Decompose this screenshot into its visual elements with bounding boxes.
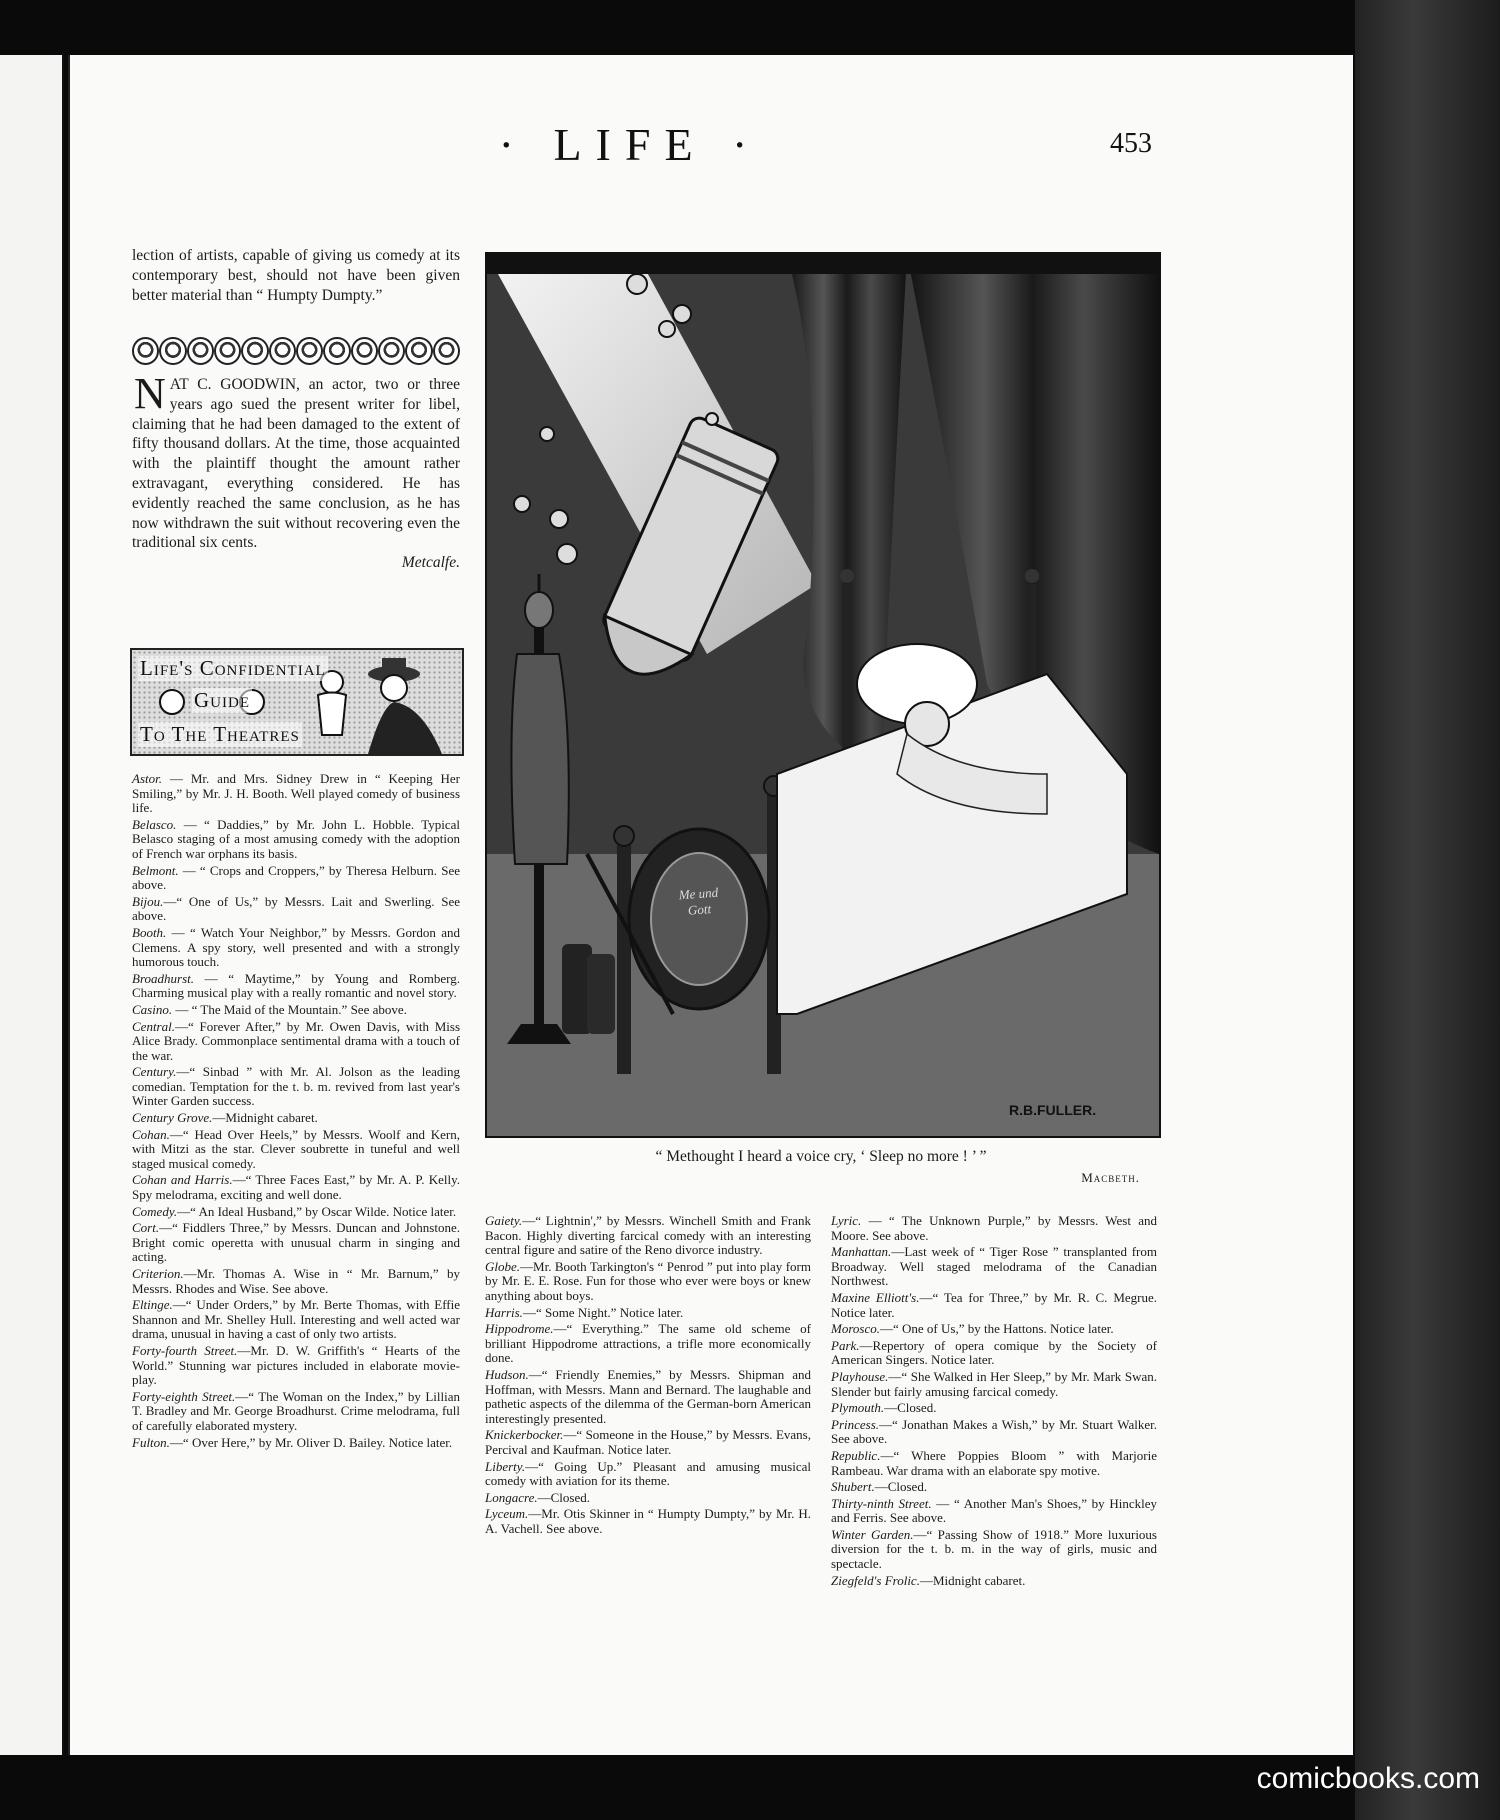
guide-entry — [485, 1214, 811, 1258]
ornament-icon — [433, 337, 460, 365]
guide-entry — [485, 1507, 811, 1536]
ornament-icon — [187, 337, 214, 365]
entry-text: — Mr. and Mrs. Sidney Drew in “ Keeping Her Smiling,” by Mr. J. H. Booth. Well played comedy of business life. — [132, 771, 460, 816]
guide-entry — [831, 1449, 1157, 1478]
guide-entry — [831, 1497, 1157, 1526]
facing-page-edge — [0, 55, 64, 1755]
guide-entry — [831, 1418, 1157, 1447]
entry-text: —“ Tea for Three,” by Mr. R. C. Megrue. Notice later. — [831, 1289, 1157, 1320]
author-signature: Metcalfe. — [401, 554, 460, 572]
spiked-helmet-icon — [525, 592, 553, 628]
venue-name: Park. — [831, 1337, 860, 1353]
guide-entry — [132, 1003, 460, 1018]
entry-text: —“ Head Over Heels,” by Messrs. Woolf and Kern, with Mitzi as the star. Clever soubrette in tuneful and well staged musical comedy. — [132, 1126, 460, 1171]
guide-entry — [132, 1020, 460, 1064]
goodwin-text: AT C. GOODWIN, an actor, two or three years ago sued the present writer for libel, claiming that he had been damaged to the extent of fifty thousand dollars. At the time, those acquainted with the plaintiff thought the amount rather extravagant, everything considered. He has evidently reached the same conclusion, as he has now withdrawn the suit without recovering even the traditional six cents. — [132, 376, 460, 552]
guide-entry — [485, 1322, 811, 1366]
ornament-icon — [323, 337, 350, 365]
entry-text: — “ Daddies,” by Mr. John L. Hobble. Typical Belasco staging of a most amusing comedy with the adoption of French war orphans its basis. — [132, 816, 460, 861]
venue-name: Century Grove. — [132, 1110, 213, 1126]
guide-column-3 — [831, 1214, 1157, 1590]
ornament-icon — [296, 337, 323, 365]
venue-name: Harris. — [485, 1304, 523, 1320]
guide-entry — [132, 1205, 460, 1220]
guide-entry — [831, 1322, 1157, 1337]
guide-entry — [831, 1370, 1157, 1399]
entry-text: —Midnight cabaret. — [919, 1572, 1026, 1588]
venue-name: Booth. — [132, 924, 167, 940]
venue-name: Gaiety. — [485, 1213, 523, 1228]
guide-heading-line3: To The Theatres — [140, 722, 300, 746]
guide-entry — [132, 818, 460, 862]
old-man-figure-icon — [381, 675, 407, 701]
guide-entry — [132, 772, 460, 816]
cartoon-artwork — [487, 254, 1159, 1136]
ornament-row — [132, 338, 460, 364]
venue-name: Belasco. — [132, 816, 177, 832]
entry-text: —Mr. Thomas A. Wise in “ Mr. Barnum,” by Messrs. Rhodes and Wise. See above. — [132, 1266, 460, 1296]
entry-text: —“ Going Up.” Pleasant and amusing musical comedy with aviation for its theme. — [485, 1458, 811, 1489]
guide-entry — [831, 1291, 1157, 1320]
guide-entry — [485, 1306, 811, 1321]
venue-name: Maxine Elliott's. — [831, 1289, 920, 1305]
entry-text: — “ The Unknown Purple,” by Messrs. West and Moore. See above. — [831, 1213, 1157, 1243]
entry-text: —“ Over Here,” by Mr. Oliver D. Bailey. Notice later. — [169, 1434, 453, 1450]
entry-text: —“ Jonathan Makes a Wish,” by Mr. Stuart Walker. See above. — [831, 1416, 1157, 1447]
entry-text: —“ Passing Show of 1918.” More luxurious diversion for the t. b. m. in the way of girls, music and spectacle. — [831, 1526, 1157, 1572]
entry-text: —“ Someone in the House,” by Messrs. Evans, Percival and Kaufman. Notice later. — [485, 1427, 811, 1457]
guide-entry — [485, 1491, 811, 1506]
running-head: · LIFE · — [498, 119, 762, 170]
entry-text: —“ Three Faces East,” by Mr. A. P. Kelly. Spy melodrama, exciting and well done. — [132, 1172, 460, 1203]
venue-name: Thirty-ninth Street. — [831, 1495, 932, 1511]
entry-text: — “ The Maid of the Mountain.” See above. — [172, 1001, 407, 1017]
entry-text: —Closed. — [874, 1479, 928, 1495]
entry-text: —Mr. Booth Tarkington's “ Penrod ” put into play form by Mr. E. E. Rose. Fun for those who ever were boys or knew anything about boys. — [485, 1258, 811, 1303]
guide-entry — [132, 1221, 460, 1265]
venue-name: Forty-fourth Street. — [132, 1342, 238, 1358]
entry-text: —Repertory of opera comique by the Society of American Singers. Notice later. — [831, 1337, 1157, 1368]
guide-entry — [831, 1214, 1157, 1243]
entry-text: —“ Under Orders,” by Mr. Berte Thomas, with Effie Shannon and Mr. Shelley Hull. Interesting and well acted war drama, unusual in having a cast of only two artists. — [132, 1297, 460, 1342]
guide-entry — [132, 1065, 460, 1109]
comedy-mask-icon — [160, 690, 184, 714]
entry-text: —Mr. Otis Skinner in “ Humpty Dumpty,” by Mr. H. A. Vachell. See above. — [485, 1506, 811, 1536]
guide-entry — [132, 1436, 460, 1451]
venue-name: Astor. — [132, 771, 162, 786]
cartoon-illustration — [485, 252, 1161, 1138]
entry-text: —Closed. — [537, 1489, 590, 1505]
guide-entry — [831, 1339, 1157, 1368]
venue-name: Republic. — [831, 1447, 881, 1463]
ornament-icon — [214, 337, 241, 365]
venue-name: Comedy. — [132, 1203, 178, 1219]
watermark: comicbooks.com — [1256, 1762, 1480, 1795]
venue-name: Eltinge. — [132, 1297, 173, 1313]
entry-text: — “ Maytime,” by Young and Romberg. Charming musical play with a really romantic and novel story. — [132, 970, 460, 1001]
guide-entry — [831, 1574, 1157, 1589]
entry-text: —“ Forever After,” by Mr. Owen Davis, with Miss Alice Brady. Commonplace sentimental drama with a touch of the war. — [132, 1018, 460, 1063]
cartoon-caption: “ Methought I heard a voice cry, ‘ Sleep no more ! ’ ” — [655, 1148, 987, 1165]
venue-name: Knickerbocker. — [485, 1427, 564, 1443]
guide-entry — [132, 926, 460, 970]
venue-name: Casino. — [132, 1001, 173, 1017]
guide-entry — [485, 1428, 811, 1457]
venue-name: Central. — [132, 1018, 175, 1034]
venue-name: Cohan and Harris. — [132, 1172, 233, 1188]
venue-name: Century. — [132, 1064, 177, 1080]
guide-entry — [132, 1344, 460, 1388]
venue-name: Shubert. — [831, 1479, 875, 1495]
entry-text: —“ One of Us,” by Messrs. Lait and Swerling. See above. — [132, 893, 460, 924]
entry-text: —Midnight cabaret. — [212, 1110, 318, 1126]
entry-text: —“ The Woman on the Index,” by Lillian T. Bradley and Mr. George Broadhurst. Crime melodrama, full of carefully elaborated mystery. — [132, 1388, 461, 1433]
guide-entry — [132, 1267, 460, 1296]
artist-signature: R.B.FULLER. — [1009, 1102, 1097, 1118]
venue-name: Ziegfeld's Frolic. — [831, 1572, 920, 1588]
entry-text: —“ Some Night.” Notice later. — [522, 1304, 684, 1320]
entry-text: —“ Where Poppies Bloom ” with Marjorie Rambeau. War drama with an elaborate spy motive. — [831, 1447, 1157, 1478]
entry-text: —“ She Walked in Her Sleep,” by Mr. Mark Swan. Slender but fairly amusing farcical comedy. — [831, 1368, 1157, 1399]
scanner-background — [1355, 0, 1500, 1820]
caption-credit: Macbeth. — [1081, 1170, 1140, 1185]
guide-entry — [485, 1368, 811, 1426]
venue-name: Bijou. — [132, 893, 164, 909]
entry-text: —“ An Ideal Husband,” by Oscar Wilde. Notice later. — [177, 1203, 457, 1219]
drop-cap: N — [134, 369, 166, 418]
guide-entry — [831, 1480, 1157, 1495]
venue-name: Fulton. — [132, 1434, 170, 1450]
page-number: 453 — [1110, 128, 1152, 159]
guide-heading-line2: Guide — [194, 688, 250, 712]
venue-name: Cohan. — [132, 1126, 170, 1142]
venue-name: Hippodrome. — [485, 1321, 554, 1337]
guide-entry — [485, 1460, 811, 1489]
venue-name: Forty-eighth Street. — [132, 1388, 236, 1404]
entry-text: —“ Fiddlers Three,” by Messrs. Duncan and Johnstone. Bright comic operetta with unusual charm in singing and acting. — [132, 1220, 460, 1265]
guide-entry — [132, 864, 460, 893]
goodwin-paragraph — [132, 369, 460, 573]
venue-name: Globe. — [485, 1258, 521, 1274]
guide-entry — [132, 1111, 460, 1126]
guide-entry — [485, 1260, 811, 1304]
entry-text: — “ Another Man's Shoes,” by Hinckley and Ferris. See above. — [831, 1495, 1157, 1526]
guide-heading-line1: Life's Confidential — [140, 656, 326, 680]
venue-name: Manhattan. — [831, 1244, 892, 1260]
essay-opening: lection of artists, capable of giving us comedy at its contemporary best, should not have been given better material than “ Humpty Dumpty.” — [132, 247, 460, 304]
guide-entry — [132, 895, 460, 924]
venue-name: Criterion. — [132, 1266, 184, 1281]
ornament-icon — [159, 337, 186, 365]
entry-text: —Closed. — [884, 1400, 937, 1416]
venue-name: Winter Garden. — [831, 1526, 914, 1542]
ornament-icon — [269, 337, 296, 365]
entry-text: —Mr. D. W. Griffith's “ Hearts of the World.” Stunning war pictures included in elaborate movie-play. — [132, 1342, 461, 1388]
venue-name: Lyceum. — [485, 1506, 529, 1522]
venue-name: Liberty. — [485, 1458, 526, 1474]
venue-name: Hudson. — [485, 1366, 529, 1382]
guide-entry — [831, 1528, 1157, 1572]
guide-entry — [132, 1298, 460, 1342]
ornament-icon — [132, 337, 159, 365]
entry-text: —“ Friendly Enemies,” by Messrs. Shipman and Hoffman, with Messrs. Mann and Bernard. The laughable and pathetic aspects of the dilemma of the German-born American interestingly presented. — [485, 1366, 811, 1426]
guide-entry — [831, 1401, 1157, 1416]
guide-entry — [132, 1128, 460, 1172]
entry-text: — “ Watch Your Neighbor,” by Messrs. Gordon and Clemens. A spy story, well presented and with a strongly humorous touch. — [132, 924, 460, 970]
venue-name: Playhouse. — [831, 1368, 889, 1384]
ornament-icon — [351, 337, 378, 365]
ornament-icon — [405, 337, 432, 365]
essay-continuation — [132, 246, 460, 305]
headboard-inscription: Me und Gott — [678, 884, 719, 918]
venue-name: Belmont. — [132, 862, 179, 878]
venue-name: Longacre. — [485, 1489, 538, 1505]
entry-text: —“ Lightnin',” by Messrs. Winchell Smith and Frank Bacon. Highly diverting farcical comedy with an interesting central figure and satire of the Reno divorce industry. — [485, 1213, 811, 1258]
venue-name: Princess. — [831, 1416, 880, 1432]
entry-text: — “ Crops and Croppers,” by Theresa Helburn. See above. — [132, 862, 460, 893]
guide-entry — [132, 1390, 460, 1434]
ornament-icon — [378, 337, 405, 365]
entry-text: —“ Everything.” The same old scheme of brilliant Hippodrome attractions, a trifle more economically done. — [485, 1321, 811, 1366]
entry-text: —“ Sinbad ” with Mr. Al. Jolson as the leading comedian. Temptation for the t. b. m. revived from last year's Winter Garden success. — [132, 1064, 460, 1109]
entry-text: —Last week of “ Tiger Rose ” transplanted from Broadway. Well staged melodrama of the Canadian Northwest. — [831, 1244, 1157, 1289]
venue-name: Cort. — [132, 1220, 160, 1236]
venue-name: Broadhurst. — [132, 970, 194, 986]
entry-text: —“ One of Us,” by the Hattons. Notice later. — [880, 1321, 1114, 1337]
venue-name: Lyric. — [831, 1213, 862, 1228]
guide-entry — [132, 972, 460, 1001]
venue-name: Plymouth. — [831, 1400, 885, 1416]
confidential-guide-heading — [130, 648, 464, 756]
venue-name: Morosco. — [831, 1321, 880, 1337]
guide-column-2 — [485, 1214, 811, 1538]
guide-entry — [132, 1173, 460, 1202]
boots-icon — [562, 944, 615, 1034]
guide-entry — [831, 1245, 1157, 1289]
ornament-icon — [241, 337, 268, 365]
guide-column-1 — [132, 772, 460, 1452]
